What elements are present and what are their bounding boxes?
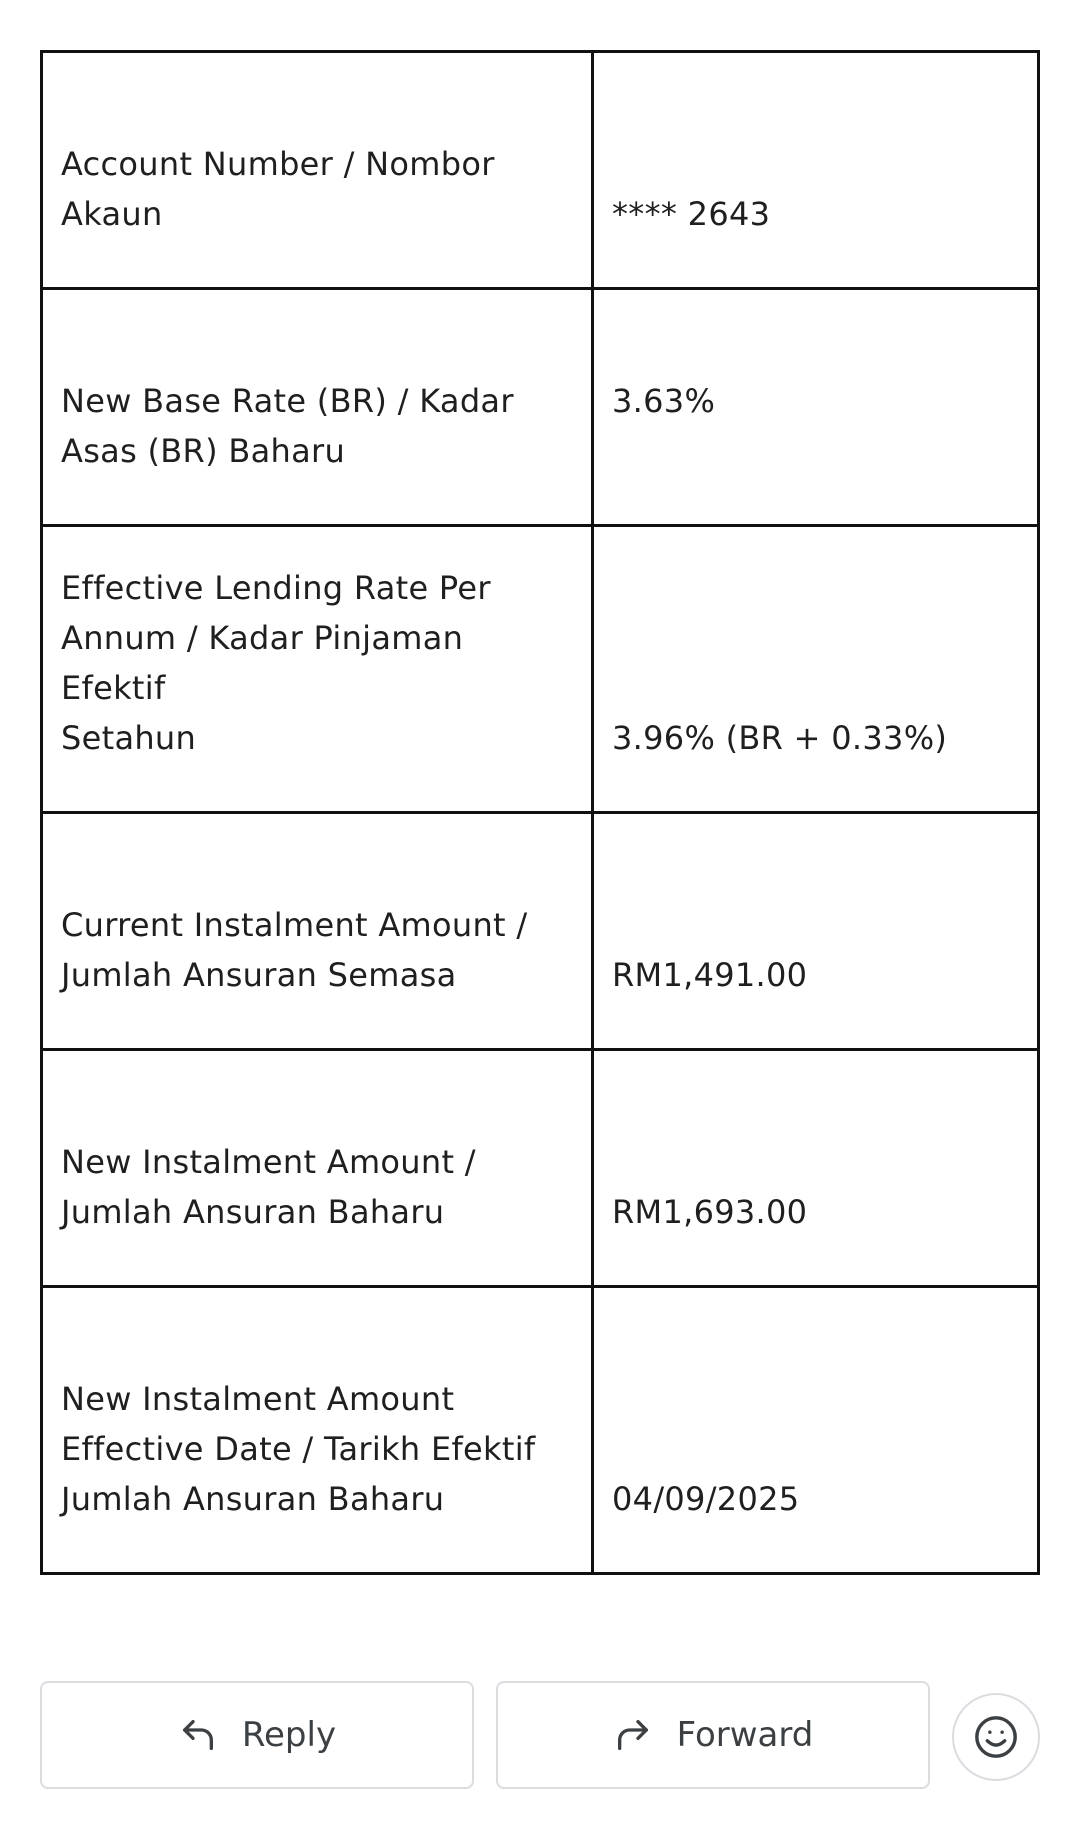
table-row: [42, 289, 1039, 526]
row-value: [593, 1287, 1039, 1574]
label-line: Jumlah Ansuran Semasa: [61, 956, 457, 994]
label-line: New Instalment Amount: [61, 1380, 455, 1418]
label-line: Jumlah Ansuran Baharu: [61, 1193, 445, 1231]
row-value: [593, 526, 1039, 813]
smiley-icon: [973, 1714, 1019, 1760]
row-value: [593, 52, 1039, 289]
forward-icon: [613, 1715, 653, 1755]
label-line: Effective Date / Tarikh Efektif: [61, 1430, 536, 1468]
table-row: [42, 526, 1039, 813]
row-label: [42, 289, 593, 526]
label-line: Current Instalment Amount /: [61, 906, 528, 944]
loan-details-table: [40, 50, 1040, 1575]
row-value: [593, 1050, 1039, 1287]
new-instalment-value: RM1,693.00: [612, 1193, 808, 1231]
label-line: Setahun: [61, 719, 197, 757]
label-line: New Instalment Amount /: [61, 1143, 476, 1181]
label-line: New Base Rate (BR) / Kadar: [61, 382, 514, 420]
account-number-value: **** 2643: [612, 195, 771, 233]
forward-button-label: Forward: [676, 1715, 814, 1755]
emoji-reaction-button[interactable]: [952, 1693, 1040, 1781]
email-body-table-container: [40, 50, 1040, 1575]
effective-date-value: 04/09/2025: [612, 1480, 800, 1518]
row-value: [593, 813, 1039, 1050]
email-actions-bar: [40, 1681, 1040, 1793]
row-label: [42, 813, 593, 1050]
current-instalment-value: RM1,491.00: [612, 956, 808, 994]
row-label: [42, 1050, 593, 1287]
label-line: Effective Lending Rate Per: [61, 569, 491, 607]
label-line: Annum / Kadar Pinjaman Efektif: [61, 619, 464, 707]
label-line: Akaun: [61, 195, 163, 233]
label-line: Account Number / Nombor: [61, 145, 495, 183]
forward-button[interactable]: [496, 1681, 930, 1789]
row-label: [42, 526, 593, 813]
table-row: [42, 1287, 1039, 1574]
row-label: [42, 1287, 593, 1574]
row-label: [42, 52, 593, 289]
reply-icon: [178, 1715, 218, 1755]
label-line: Jumlah Ansuran Baharu: [61, 1480, 445, 1518]
reply-button-label: Reply: [241, 1715, 337, 1755]
table-row: [42, 52, 1039, 289]
row-value: [593, 289, 1039, 526]
reply-button[interactable]: [40, 1681, 474, 1789]
base-rate-value: 3.63%: [612, 382, 716, 420]
label-line: Asas (BR) Baharu: [61, 432, 346, 470]
table-row: [42, 1050, 1039, 1287]
effective-lending-rate-value: 3.96% (BR + 0.33%): [612, 719, 948, 757]
table-row: [42, 813, 1039, 1050]
